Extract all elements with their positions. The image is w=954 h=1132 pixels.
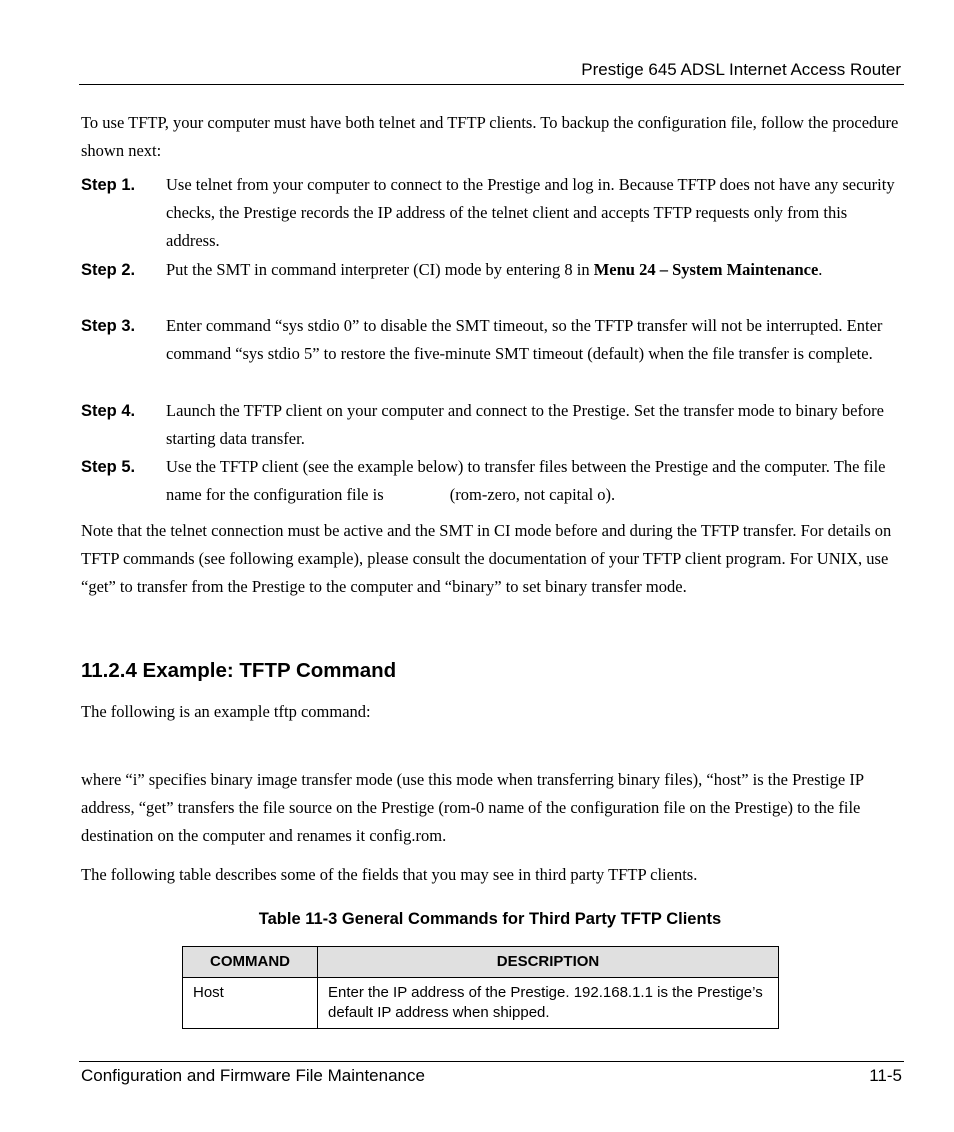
explanation-paragraph: where “i” specifies binary image transfer mode (use this mode when transferring binary files), “host” is the Prestige IP address, “get” transfers the file source on the Prestige (rom-0 name of the configuration file on the Prestige) to the file destination on the computer and renames it config.rom. [81,770,864,845]
page-number: 11-5 [869,1066,902,1085]
step-text-before: Put the SMT in command interpreter (CI) mode by entering 8 in [166,260,594,279]
step-text-before: Use the TFTP client (see the example below) to transfer files between the Prestige and the computer. The file name for the configuration file is [166,457,886,504]
step-label: Step 1. [81,176,136,194]
note-paragraph: Note that the telnet connection must be active and the SMT in CI mode before and during the TFTP transfer. For details on TFTP commands (see following example), please consult the documentation of your TFTP client program. For UNIX, use “get” to transfer from the Prestige to the computer and “binary” to set binary transfer mode. [81,521,892,596]
step-text: Use telnet from your computer to connect to the Prestige and log in. Because TFTP does not have any security checks, the Prestige records the IP address of the telnet client and accepts TFTP requests only from this address. [166,175,895,250]
step-text [166,256,903,284]
commands-table [182,946,779,1029]
example-intro: The following is an example tftp command: [81,702,371,721]
command-cell: Host [183,978,318,1029]
footer-chapter-title: Configuration and Firmware File Maintenance [81,1066,425,1085]
table-caption: Table 11-3 General Commands for Third Party TFTP Clients [258,910,722,928]
step-text-after: (rom-zero, not capital o). [449,485,616,504]
step-text: Enter command “sys stdio 0” to disable the SMT timeout, so the TFTP transfer will not be interrupted. Enter command “sys stdio 5” to restore the five-minute SMT timeout (default) when the file transfer is complete. [166,316,883,363]
step-label: Step 4. [81,402,136,420]
step-label: Step 2. [81,261,136,279]
page-footer [79,1061,904,1085]
column-header-command: COMMAND [183,947,318,978]
table-row [183,978,779,1029]
intro-paragraph: To use TFTP, your computer must have both telnet and TFTP clients. To backup the configuration file, follow the procedure shown next: [81,113,899,160]
header-title: Prestige 645 ADSL Internet Access Router [581,60,901,79]
page-header [79,60,904,85]
step-text: Launch the TFTP client on your computer and connect to the Prestige. Set the transfer mode to binary before starting data transfer. [166,401,884,448]
section-heading: 11.2.4 Example: TFTP Command [81,659,397,682]
step-label: Step 3. [81,317,136,335]
step-text [166,453,903,509]
step-text-after: . [818,260,823,279]
step-label: Step 5. [81,458,136,476]
description-cell: Enter the IP address of the Prestige. 192.168.1.1 is the Prestige’s default IP address when shipped. [318,978,779,1029]
table-intro: The following table describes some of the fields that you may see in third party TFTP clients. [81,865,698,884]
table-header-row [183,947,779,978]
menu-name: Menu 24 – System Maintenance [593,260,819,279]
column-header-description: DESCRIPTION [318,947,779,978]
